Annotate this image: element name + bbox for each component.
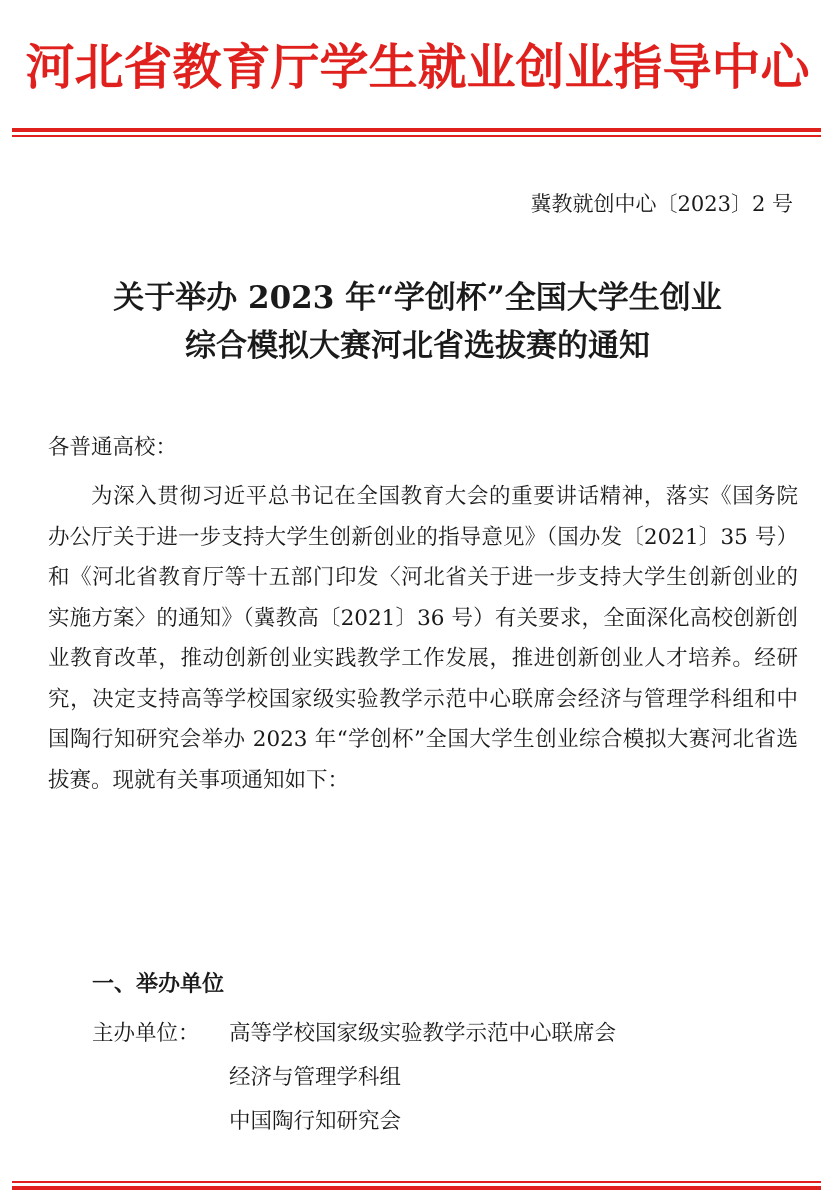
red-footer-rule-thick bbox=[12, 1186, 821, 1190]
section-heading-organizers: 一、举办单位 bbox=[92, 972, 225, 997]
organizer-name: 高等学校国家级实验教学示范中心联席会 bbox=[229, 1021, 617, 1046]
organizer-row bbox=[92, 1012, 616, 1056]
organizer-label: 主办单位： bbox=[92, 1021, 200, 1046]
document-number: 冀教就创中心〔2023〕2 号 bbox=[530, 192, 793, 216]
body-paragraph: 为深入贯彻习近平总书记在全国教育大会的重要讲话精神，落实《国务院办公厅关于进一步支持大学生创新创业的指导意见》（国办发〔2021〕35 号）和《河北省教育厅等十五部门印发〈河北省关于进一步支持大学生创新创业的实施方案〉的通知》（冀教高〔2021〕36 号）有关要求，全面深化高校创新创业教育改革，推动创新创业实践教学工作发展，推进创新创业人才培养。经研究，决定支持高等学校国家级实验教学示范中心联席会经济与管理学科组和中国陶行知研究会举办 2023 年“学创杯”全国大学生创业综合模拟大赛河北省选拔赛。现就有关事项通知如下： bbox=[48, 484, 798, 793]
organizer-name: 经济与管理学科组 bbox=[229, 1065, 402, 1090]
salutation: 各普通高校： bbox=[48, 435, 178, 460]
red-header-rule-thin bbox=[12, 135, 821, 137]
title-line-2: 综合模拟大赛河北省选拔赛的通知 bbox=[185, 328, 650, 364]
organizer-block bbox=[92, 1012, 616, 1144]
issuing-org-masthead: 河北省教育厅学生就业创业指导中心 bbox=[25, 39, 810, 96]
document-title bbox=[0, 274, 835, 370]
red-header-rule-thick bbox=[12, 128, 821, 132]
organizer-name: 中国陶行知研究会 bbox=[229, 1109, 402, 1134]
title-line-1: 关于举办 2023 年“学创杯”全国大学生创业 bbox=[113, 280, 722, 316]
red-footer-rule-thin bbox=[12, 1181, 821, 1183]
